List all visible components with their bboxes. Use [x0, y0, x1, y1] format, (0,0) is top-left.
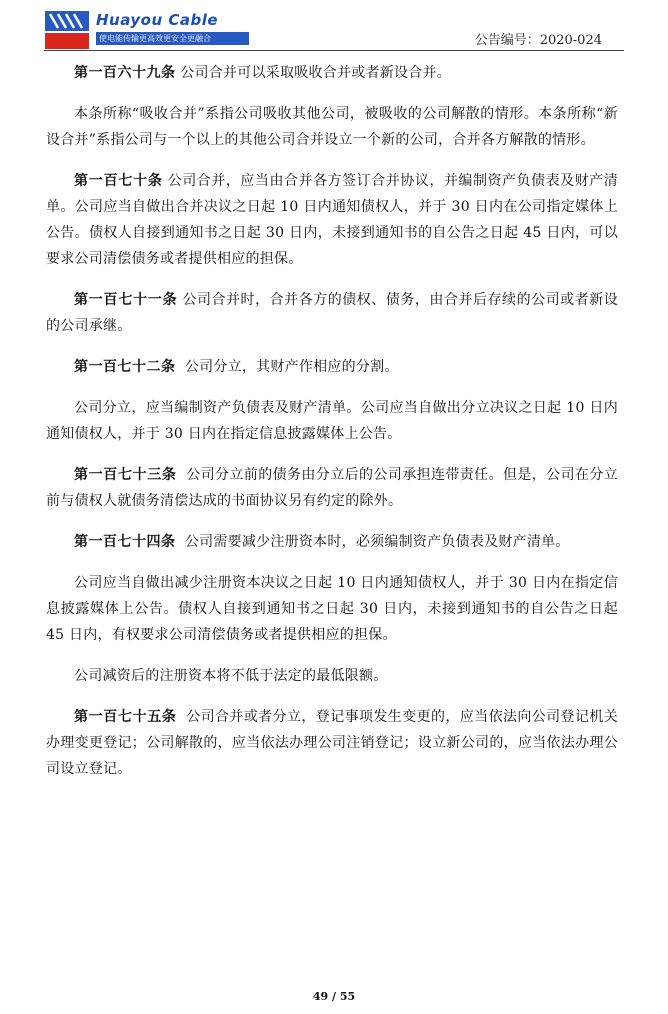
logo-slogan: 使电能传输更高效更安全更融合	[96, 32, 249, 45]
header-divider	[44, 50, 624, 51]
paragraph-4	[46, 287, 618, 339]
document-body	[46, 60, 618, 782]
paragraph-text: 公司合并或者分立，登记事项发生变更的，应当依法向公司登记机关办理变更登记；公司解散的，应当依法办理公司注销登记；设立新公司的，应当依法办理公司设立登记。	[46, 709, 619, 777]
paragraph-text: 本条所称“吸收合并”系指公司吸收其他公司，被吸收的公司解散的情形。本条所称“新设合并”系指公司与一个以上的其他公司合并设立一个新的公司，合并各方解散的情形。	[46, 106, 618, 148]
article-heading: 第一百七十五条	[74, 709, 177, 725]
company-logo	[44, 11, 234, 49]
paragraph-text: 公司减资后的注册资本将不低于法定的最低限额。	[74, 668, 388, 684]
paragraph-text: 公司分立前的债务由分立后的公司承担连带责任。但是，公司在分立前与债权人就债务清偿达成的书面协议另有约定的除外。	[46, 467, 619, 509]
logo-brand-text: Huayou Cable	[96, 11, 219, 29]
paragraph-text: 公司合并时，合并各方的债权、债务，由合并后存续的公司或者新设的公司承继。	[46, 292, 619, 334]
paragraph-9	[46, 570, 618, 648]
paragraph-1	[46, 60, 618, 86]
article-heading: 第一百七十四条	[74, 534, 176, 550]
paragraph-7	[46, 462, 618, 514]
paragraph-6	[46, 395, 618, 447]
company-logo-mark	[44, 11, 90, 49]
paragraph-text: 公司应当自做出减少注册资本决议之日起 10 日内通知债权人，并于 30 日内在指定信息披露媒体上公告。债权人自接到通知书之日起 30 日内，未接到通知书的自公告之日起 45 日内，有权要求公司清偿债务或者提供相应的担保。	[46, 575, 618, 643]
paragraph-text: 公司合并，应当由合并各方签订合并协议，并编制资产负债表及财产清单。公司应当自做出合并决议之日起 10 日内通知债权人，并于 30 日内在公司指定媒体上公告。债权人自接到通知书之日起 30 日内，未接到通知书的自公告之日起 45 日内，可以要求公司清偿债务或者提供相应的担保。	[46, 173, 619, 267]
paragraph-3	[46, 168, 618, 272]
article-heading: 第一百七十条	[74, 173, 163, 189]
paragraph-text: 公司合并可以采取吸收合并或者新设合并。	[180, 65, 451, 81]
article-heading: 第一百七十一条	[74, 292, 178, 308]
page-number: 49 / 55	[312, 990, 356, 1003]
article-heading: 第一百七十三条	[74, 467, 177, 483]
page-header	[0, 0, 668, 52]
paragraph-text: 公司分立，应当编制资产负债表及财产清单。公司应当自做出分立决议之日起 10 日内通知债权人，并于 30 日内在指定信息披露媒体上公告。	[46, 400, 618, 442]
paragraph-5	[46, 354, 618, 380]
paragraph-text: 公司需要减少注册资本时，必须编制资产负债表及财产清单。	[184, 534, 570, 550]
paragraph-10	[46, 663, 618, 689]
paragraph-2	[46, 101, 618, 153]
paragraph-text: 公司分立，其财产作相应的分割。	[184, 359, 399, 375]
announcement-number: 公告编号：2020-024	[474, 33, 602, 48]
paragraph-8	[46, 529, 618, 555]
article-heading: 第一百六十九条	[74, 65, 176, 81]
article-heading: 第一百七十二条	[74, 359, 176, 375]
paragraph-11	[46, 704, 618, 782]
